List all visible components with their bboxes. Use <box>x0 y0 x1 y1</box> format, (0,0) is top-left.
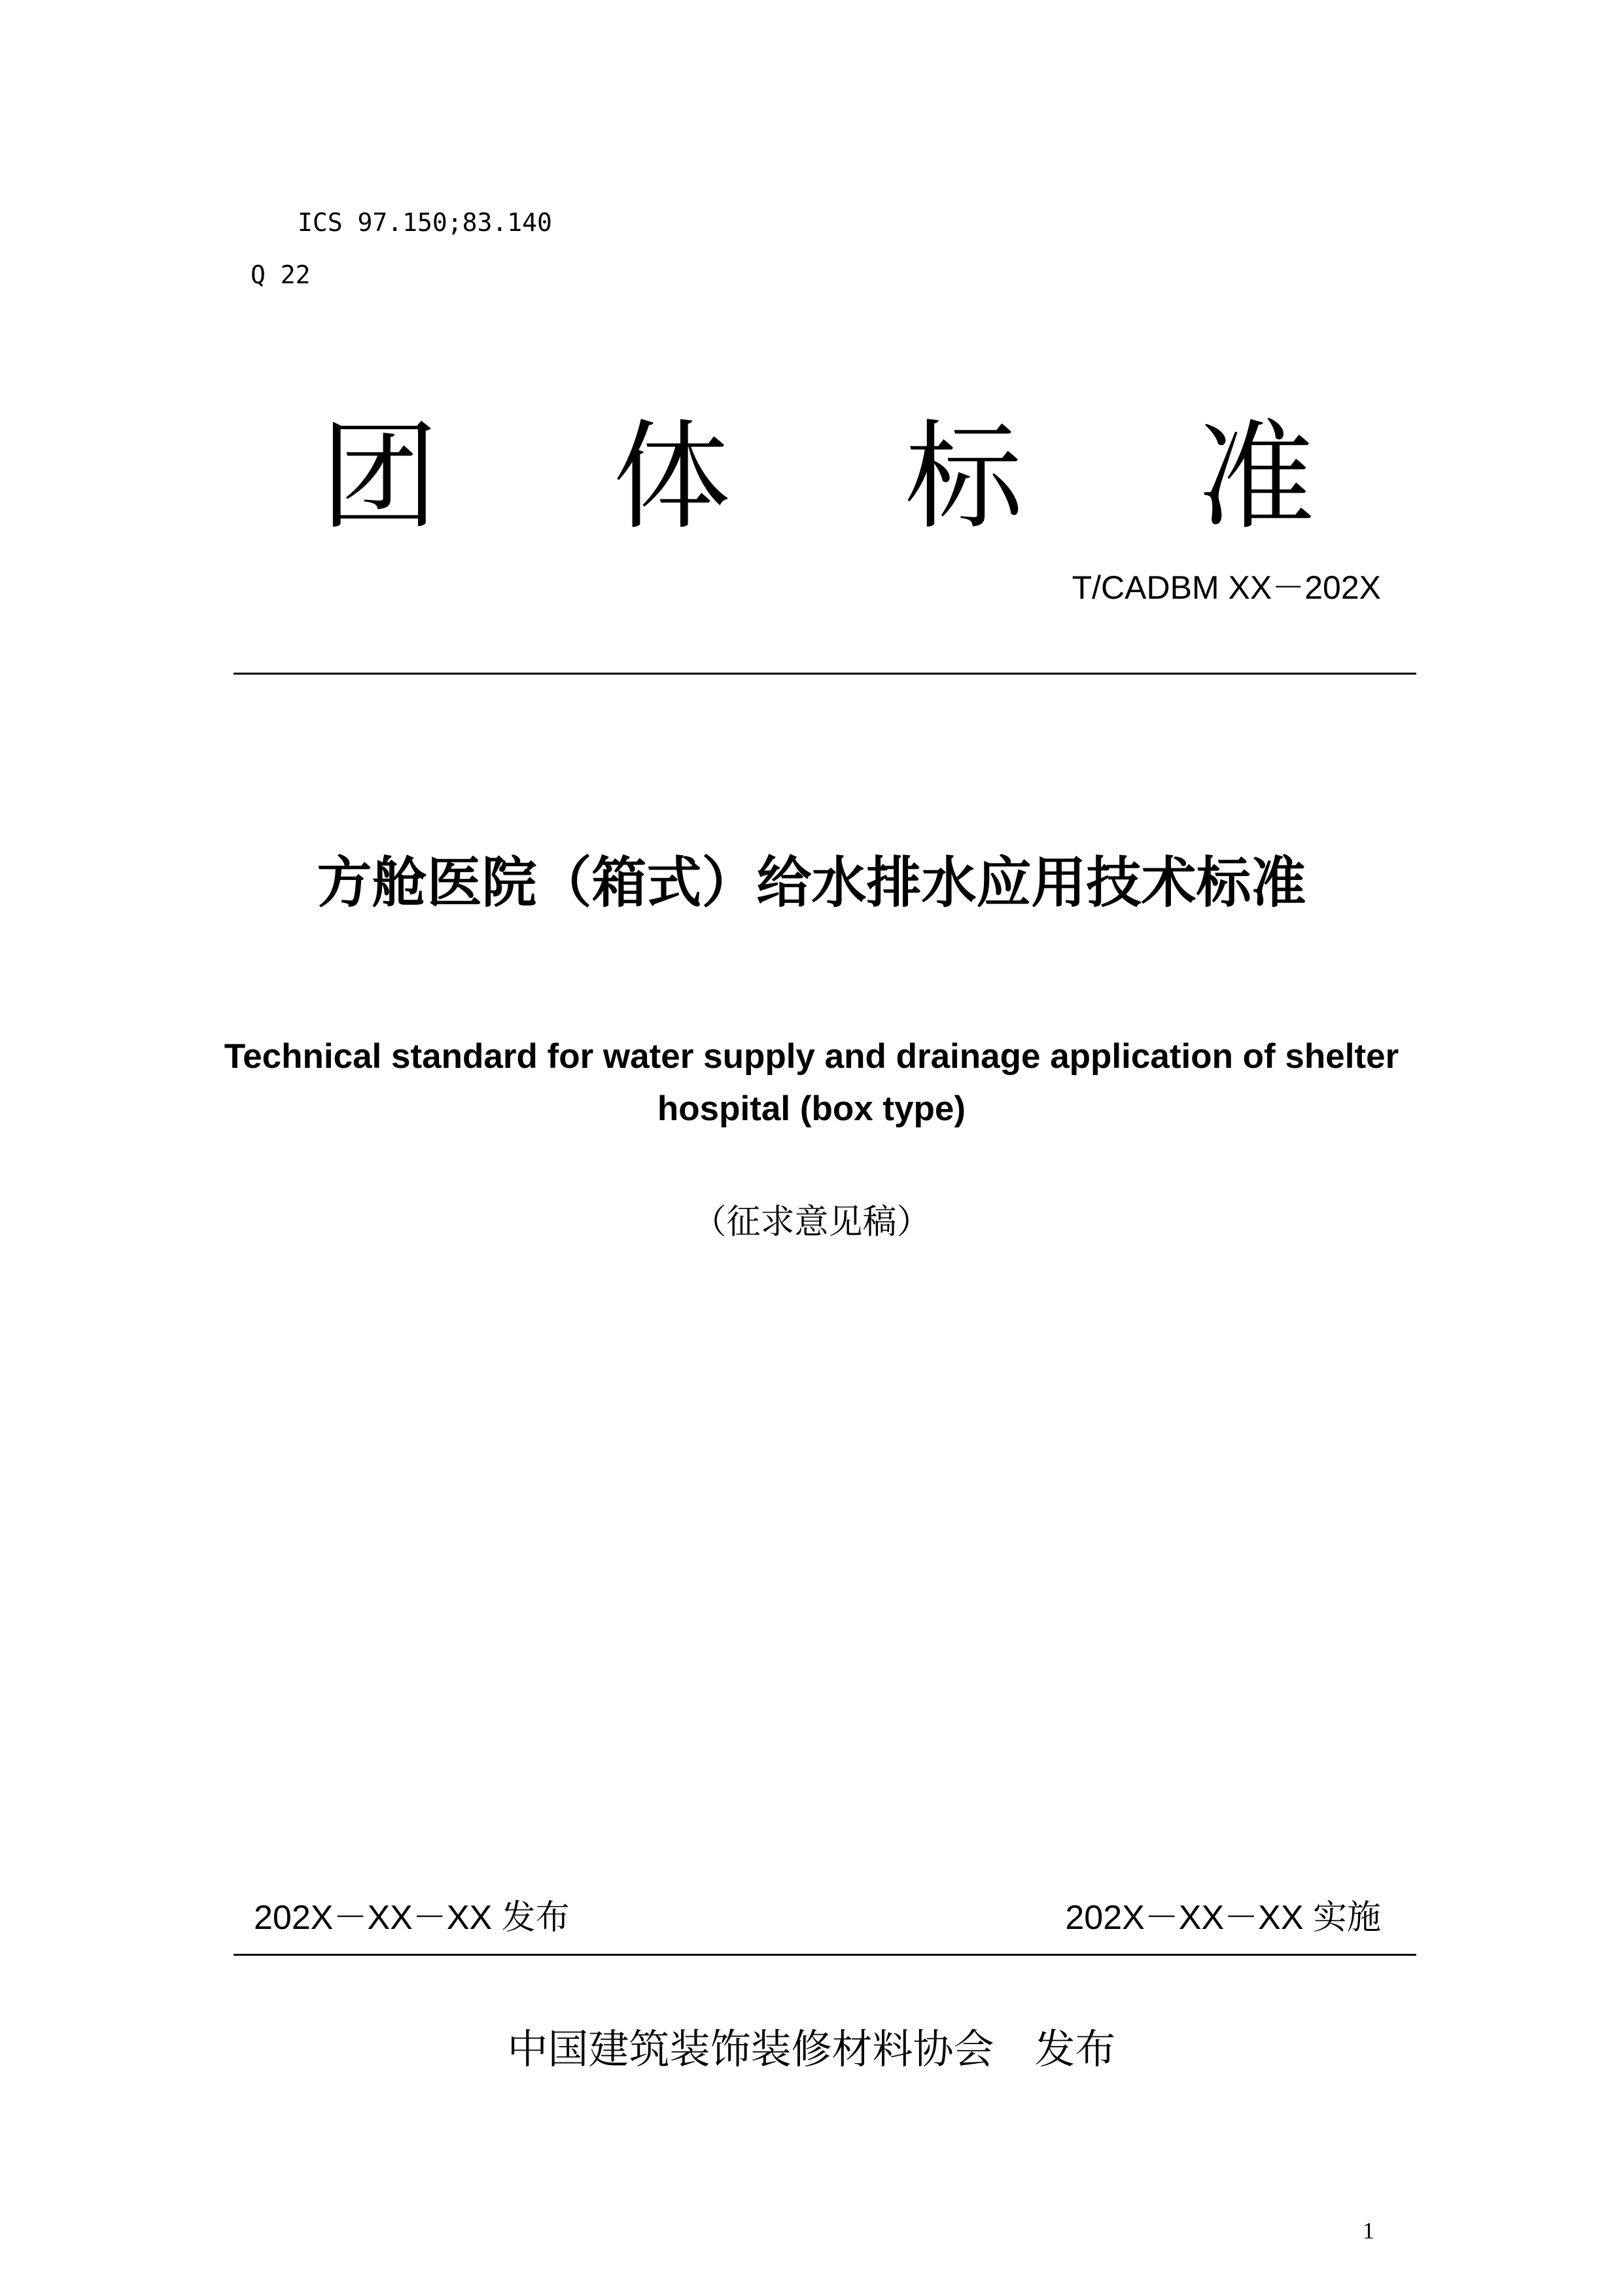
standard-type-heading <box>321 406 1315 550</box>
english-title-line-2: hospital (box type) <box>657 1089 966 1128</box>
english-title-line-1: Technical standard for water supply and drainage application of shelter <box>224 1037 1399 1076</box>
publisher: 中国建筑装饰装修材料协会 发布 <box>507 2025 1116 2073</box>
ccs-code: Q 22 <box>251 260 311 289</box>
standard-type-char-1: 团 <box>321 409 439 546</box>
ics-code: ICS 97.150;83.140 <box>298 208 552 237</box>
standard-type-char-2: 体 <box>612 409 731 546</box>
top-divider <box>234 673 1416 675</box>
chinese-title: 方舱医院（箱式）给水排水应用技术标准 <box>317 850 1306 915</box>
draft-status: （征求意见稿） <box>692 1203 931 1242</box>
bottom-divider <box>234 1954 1416 1956</box>
english-title <box>0 1031 1623 1135</box>
standard-type-char-3: 标 <box>905 409 1023 546</box>
page-number: 1 <box>1363 2217 1374 2244</box>
standard-code: T/CADBM XX－202X <box>1072 569 1381 606</box>
standard-type-char-4: 准 <box>1196 409 1315 546</box>
publish-date: 202X－XX－XX 发布 <box>254 1899 570 1937</box>
implement-date: 202X－XX－XX 实施 <box>1065 1899 1381 1937</box>
